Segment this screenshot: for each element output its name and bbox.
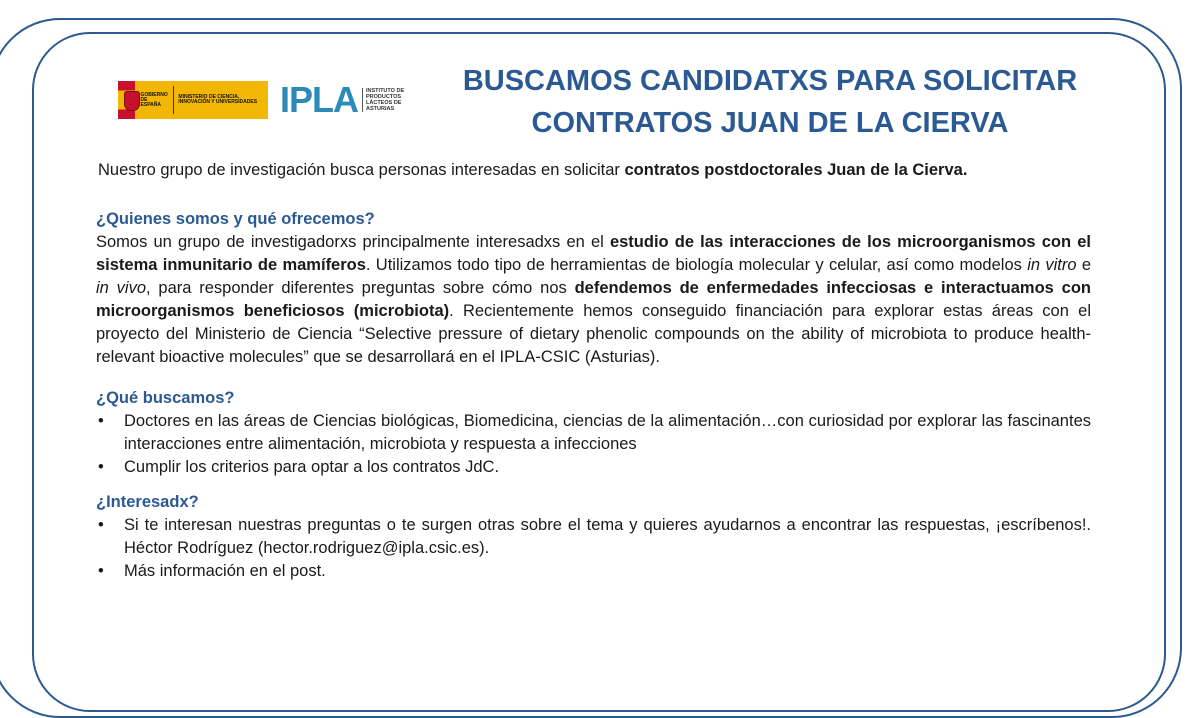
gobierno-logo: [118, 81, 268, 119]
intro-plain: Nuestro grupo de investigación busca personas interesadas en solicitar: [98, 161, 625, 179]
spain-flag-icon: [118, 81, 135, 119]
coat-of-arms-icon: [124, 91, 140, 111]
list-item: • Más información en el post.: [96, 560, 1091, 583]
list-item: • Doctores en las áreas de Ciencias biológicas, Biomedicina, ciencias de la alimentación…con curiosidad por explorar las fascinantes interacciones entre alimentación, microbiota y respuesta a infecciones: [96, 410, 1091, 456]
who-text-4: . Recientemente hemos conseguido financiación para explorar estas áreas con el proyecto del Ministerio de Ciencia “Selective pressure of dietary phenolic compounds on the ability of microbiota to produce health-relevant bioactive molecules” que se desarrollará en el IPLA-CSIC (Asturias).: [96, 302, 1091, 366]
list-item: • Si te interesan nuestras preguntas o te surgen otras sobre el tema y quieres ayudarnos a encontrar las respuestas, ¡escríbenos!. Héctor Rodríguez (hector.rodriguez@ipla.csic.es).: [96, 514, 1091, 560]
who-text-1: Somos un grupo de investigadorxs principalmente interesadxs en el: [96, 233, 610, 251]
content-body: [96, 208, 1091, 583]
intro-bold: contratos postdoctorales Juan de la Cierva.: [624, 161, 968, 179]
section-interested-heading: ¿Interesadx?: [96, 493, 199, 511]
section-what-heading: ¿Qué buscamos?: [96, 389, 235, 407]
who-bold-1: estudio de las interacciones de los microorganismos con el sistema inmunitario de mamíferos: [96, 233, 1091, 274]
who-italic-1: in vitro: [1027, 256, 1077, 274]
section-interested-list: [96, 514, 1091, 583]
intro-text: [98, 161, 967, 180]
section-who-paragraph: [96, 231, 1091, 369]
ipla-logo: [280, 79, 411, 120]
logo-strip: [118, 80, 411, 120]
gov-label: GOBIERNO DE ESPAÑA: [140, 91, 168, 108]
ipla-name: IPLA: [280, 79, 359, 120]
section-what: [96, 387, 1091, 479]
ipla-full-name: INSTITUTO DE PRODUCTOS LÁCTEOS DE ASTURIAS: [362, 88, 411, 112]
who-text-2: . Utilizamos todo tipo de herramientas de biología molecular y celular, así como modelos: [365, 256, 1028, 274]
logo-divider: [173, 86, 174, 114]
page-title: [420, 60, 1120, 144]
who-text-mid: e: [1076, 256, 1091, 274]
who-text-3: , para responder diferentes preguntas sobre cómo nos: [146, 279, 575, 297]
who-italic-2: in vivo: [96, 279, 147, 297]
section-who: [96, 208, 1091, 369]
list-item: • Cumplir los criterios para optar a los contratos JdC.: [96, 456, 1091, 479]
ministry-label: MINISTERIO DE CIENCIA, INNOVACIÓN Y UNIVERSIDADES: [178, 94, 258, 105]
section-what-list: [96, 410, 1091, 479]
section-interested: [96, 491, 1091, 583]
title-line-1: BUSCAMOS CANDIDATXS PARA SOLICITAR: [462, 65, 1078, 97]
title-line-2: CONTRATOS JUAN DE LA CIERVA: [531, 107, 1009, 139]
who-bold-2: defendemos de enfermedades infecciosas e interactuamos con microorganismos beneficiosos (microbiota): [96, 279, 1091, 320]
section-who-heading: ¿Quienes somos y qué ofrecemos?: [96, 210, 375, 228]
